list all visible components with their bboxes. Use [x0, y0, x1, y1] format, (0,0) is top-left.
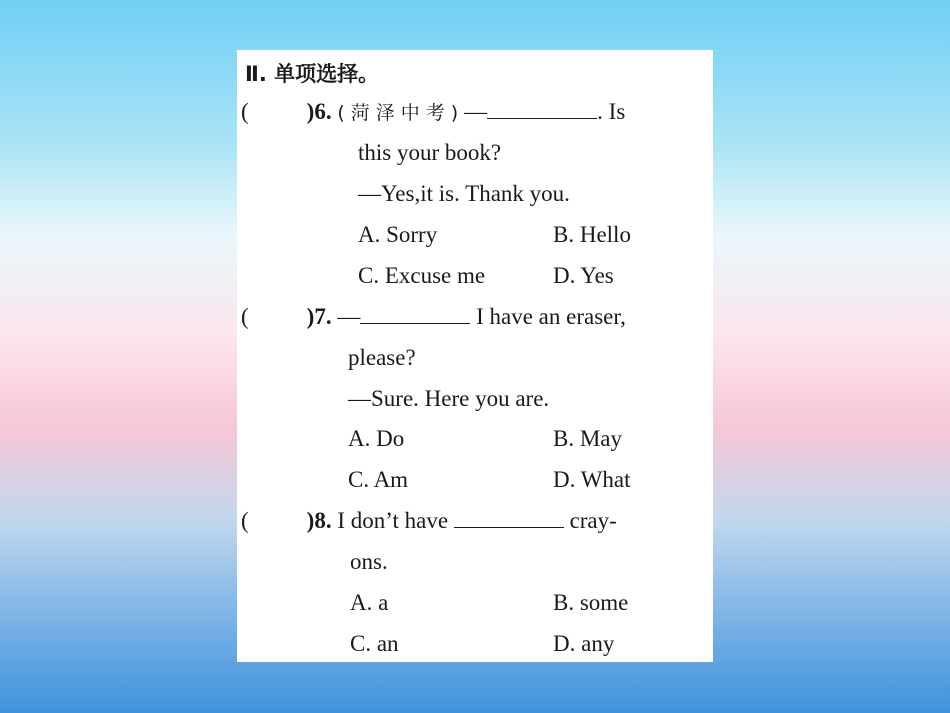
question-7-stem: [241, 299, 626, 335]
option-7-a[interactable]: A. Do: [348, 426, 405, 451]
question-8-line-2: ons.: [350, 549, 388, 574]
option-7-c[interactable]: C. Am: [348, 467, 409, 492]
option-8-d[interactable]: D. any: [553, 631, 615, 656]
exercise-card: [237, 50, 713, 662]
section-title: Ⅱ. 单项选择。: [245, 62, 380, 86]
option-6-a[interactable]: A. Sorry: [358, 222, 438, 247]
question-7-response: —Sure. Here you are.: [348, 386, 550, 411]
question-number-6: )6.: [306, 99, 332, 124]
question-7-stem-end: I have an eraser,: [476, 304, 626, 329]
question-8-stem: [241, 503, 617, 539]
question-number-8: )8.: [306, 508, 332, 533]
question-6-response: —Yes,it is. Thank you.: [358, 181, 570, 206]
dialogue-dash: —: [337, 304, 361, 329]
question-number-7: )7.: [306, 304, 332, 329]
question-6-line-2: this your book?: [358, 140, 502, 165]
option-7-b[interactable]: B. May: [553, 426, 622, 451]
question-8-stem-end: cray-: [569, 508, 617, 533]
fill-blank-6[interactable]: [487, 96, 597, 119]
option-6-d[interactable]: D. Yes: [553, 263, 614, 288]
option-6-c[interactable]: C. Excuse me: [358, 263, 486, 288]
option-7-d[interactable]: D. What: [553, 467, 631, 492]
option-8-c[interactable]: C. an: [350, 631, 399, 656]
answer-paren-open: (: [241, 508, 249, 533]
question-7-line-2: please?: [348, 345, 416, 370]
question-6-stem: [241, 94, 625, 130]
answer-paren-open: (: [241, 99, 249, 124]
answer-paren-open: (: [241, 304, 249, 329]
question-source: (菏泽中考): [337, 102, 465, 124]
option-8-a[interactable]: A. a: [350, 590, 389, 615]
question-8-stem-start: I don’t have: [337, 508, 449, 533]
option-8-b[interactable]: B. some: [553, 590, 629, 615]
dialogue-dash: —: [464, 99, 488, 124]
option-6-b[interactable]: B. Hello: [553, 222, 631, 247]
fill-blank-8[interactable]: [454, 505, 564, 528]
question-6-stem-end: . Is: [597, 99, 626, 124]
fill-blank-7[interactable]: [360, 301, 470, 324]
